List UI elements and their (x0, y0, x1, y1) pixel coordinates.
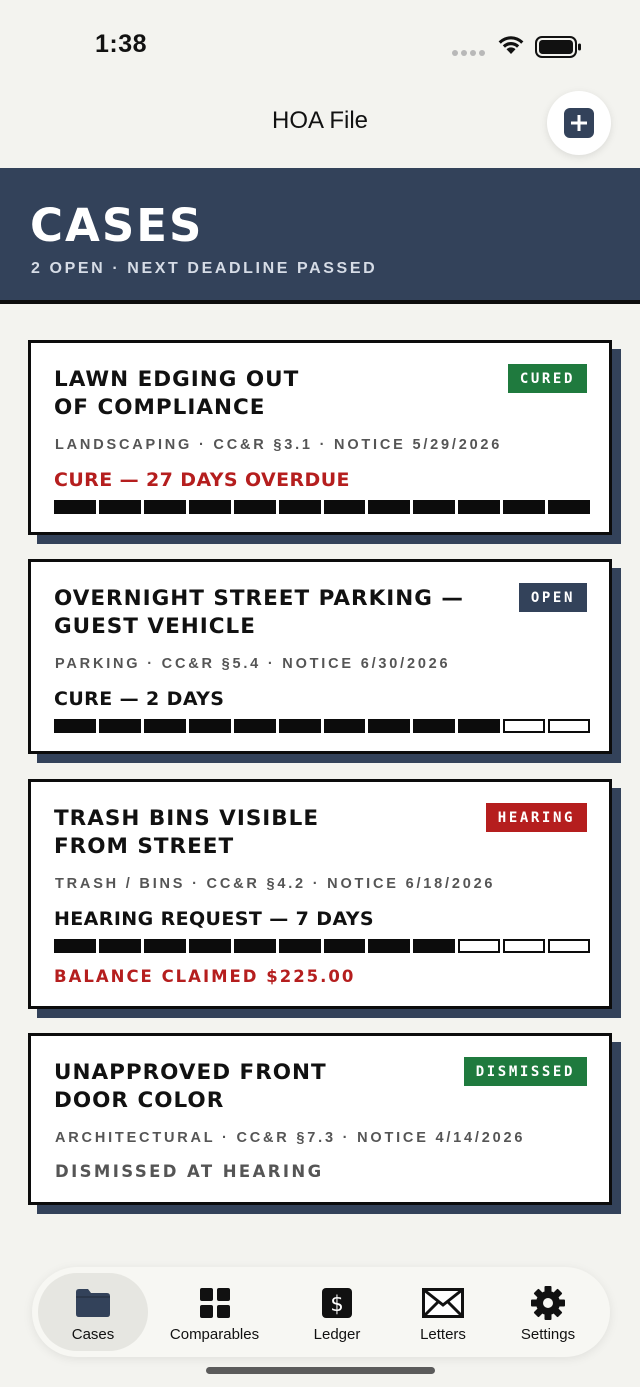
progress-segment (324, 719, 366, 733)
progress-segment (503, 939, 545, 953)
status-time: 1:38 (95, 30, 148, 58)
case-meta: PARKING · CC&R §5.4 · NOTICE 6/30/2026 (55, 656, 451, 672)
progress-segment (54, 939, 96, 953)
progress-segment (368, 939, 410, 953)
progress-segment (144, 939, 186, 953)
progress-segment (503, 500, 545, 514)
svg-text:$: $ (330, 1292, 344, 1316)
progress-segment (234, 939, 276, 953)
progress-segment (189, 939, 231, 953)
balance-claimed: BALANCE CLAIMED $225.00 (54, 967, 356, 986)
deadline-progress (54, 719, 590, 733)
tab-settings[interactable]: Settings (503, 1273, 593, 1351)
status-badge: DISMISSED (464, 1057, 587, 1086)
case-card[interactable] (28, 340, 612, 535)
cellular-signal-icon (452, 50, 485, 56)
status-badge: HEARING (486, 803, 587, 832)
case-title: UNAPPROVED FRONT DOOR COLOR (54, 1060, 327, 1113)
page-subtitle: 2 OPEN · NEXT DEADLINE PASSED (31, 260, 378, 277)
gear-icon (530, 1286, 566, 1320)
progress-segment (413, 939, 455, 953)
case-deadline: HEARING REQUEST — 7 DAYS (54, 908, 374, 930)
case-deadline: CURE — 27 DAYS OVERDUE (54, 469, 350, 491)
add-case-button[interactable] (547, 91, 611, 155)
progress-segment (413, 500, 455, 514)
grid-icon (199, 1286, 231, 1320)
case-meta: TRASH / BINS · CC&R §4.2 · NOTICE 6/18/2026 (55, 876, 496, 892)
deadline-progress (54, 939, 590, 953)
progress-segment (413, 719, 455, 733)
case-title: TRASH BINS VISIBLE FROM STREET (54, 806, 320, 859)
case-card[interactable] (28, 779, 612, 1009)
progress-segment (279, 500, 321, 514)
nav-title: HOA File (271, 107, 369, 134)
progress-segment (279, 939, 321, 953)
folder-icon (74, 1286, 112, 1320)
case-deadline: CURE — 2 DAYS (54, 688, 225, 710)
status-badge: CURED (508, 364, 587, 393)
wifi-icon (496, 34, 526, 56)
case-title: OVERNIGHT STREET PARKING — GUEST VEHICLE (54, 586, 464, 639)
progress-segment (234, 500, 276, 514)
tab-letters[interactable]: Letters (398, 1273, 488, 1351)
progress-segment (324, 500, 366, 514)
progress-segment (99, 719, 141, 733)
case-meta: ARCHITECTURAL · CC&R §7.3 · NOTICE 4/14/2026 (55, 1130, 526, 1146)
progress-segment (548, 939, 590, 953)
status-badge: OPEN (519, 583, 587, 612)
case-card[interactable] (28, 1033, 612, 1205)
plus-icon (564, 108, 594, 138)
home-indicator (206, 1367, 435, 1374)
tab-bar (32, 1267, 610, 1357)
case-card[interactable] (28, 559, 612, 754)
status-bar (0, 0, 640, 92)
envelope-icon (422, 1286, 464, 1320)
progress-segment (368, 500, 410, 514)
case-outcome: DISMISSED AT HEARING (55, 1162, 324, 1181)
progress-segment (189, 500, 231, 514)
progress-segment (99, 500, 141, 514)
progress-segment (54, 500, 96, 514)
progress-segment (503, 719, 545, 733)
progress-segment (368, 719, 410, 733)
progress-segment (279, 719, 321, 733)
progress-segment (548, 719, 590, 733)
progress-segment (189, 719, 231, 733)
tab-cases[interactable]: Cases (38, 1273, 148, 1351)
progress-segment (548, 500, 590, 514)
page-title: CASES (30, 199, 204, 252)
progress-segment (144, 500, 186, 514)
progress-segment (54, 719, 96, 733)
dollar-icon (321, 1286, 353, 1320)
progress-segment (144, 719, 186, 733)
progress-segment (458, 719, 500, 733)
tab-ledger[interactable]: $ Ledger (292, 1273, 382, 1351)
progress-segment (458, 500, 500, 514)
battery-icon (535, 36, 583, 58)
case-title: LAWN EDGING OUT OF COMPLIANCE (54, 367, 300, 420)
tab-comparables[interactable]: Comparables (157, 1273, 272, 1351)
case-meta: LANDSCAPING · CC&R §3.1 · NOTICE 5/29/2026 (55, 437, 503, 453)
deadline-progress (54, 500, 590, 514)
progress-segment (324, 939, 366, 953)
progress-segment (458, 939, 500, 953)
progress-segment (99, 939, 141, 953)
progress-segment (234, 719, 276, 733)
cases-header (0, 168, 640, 304)
